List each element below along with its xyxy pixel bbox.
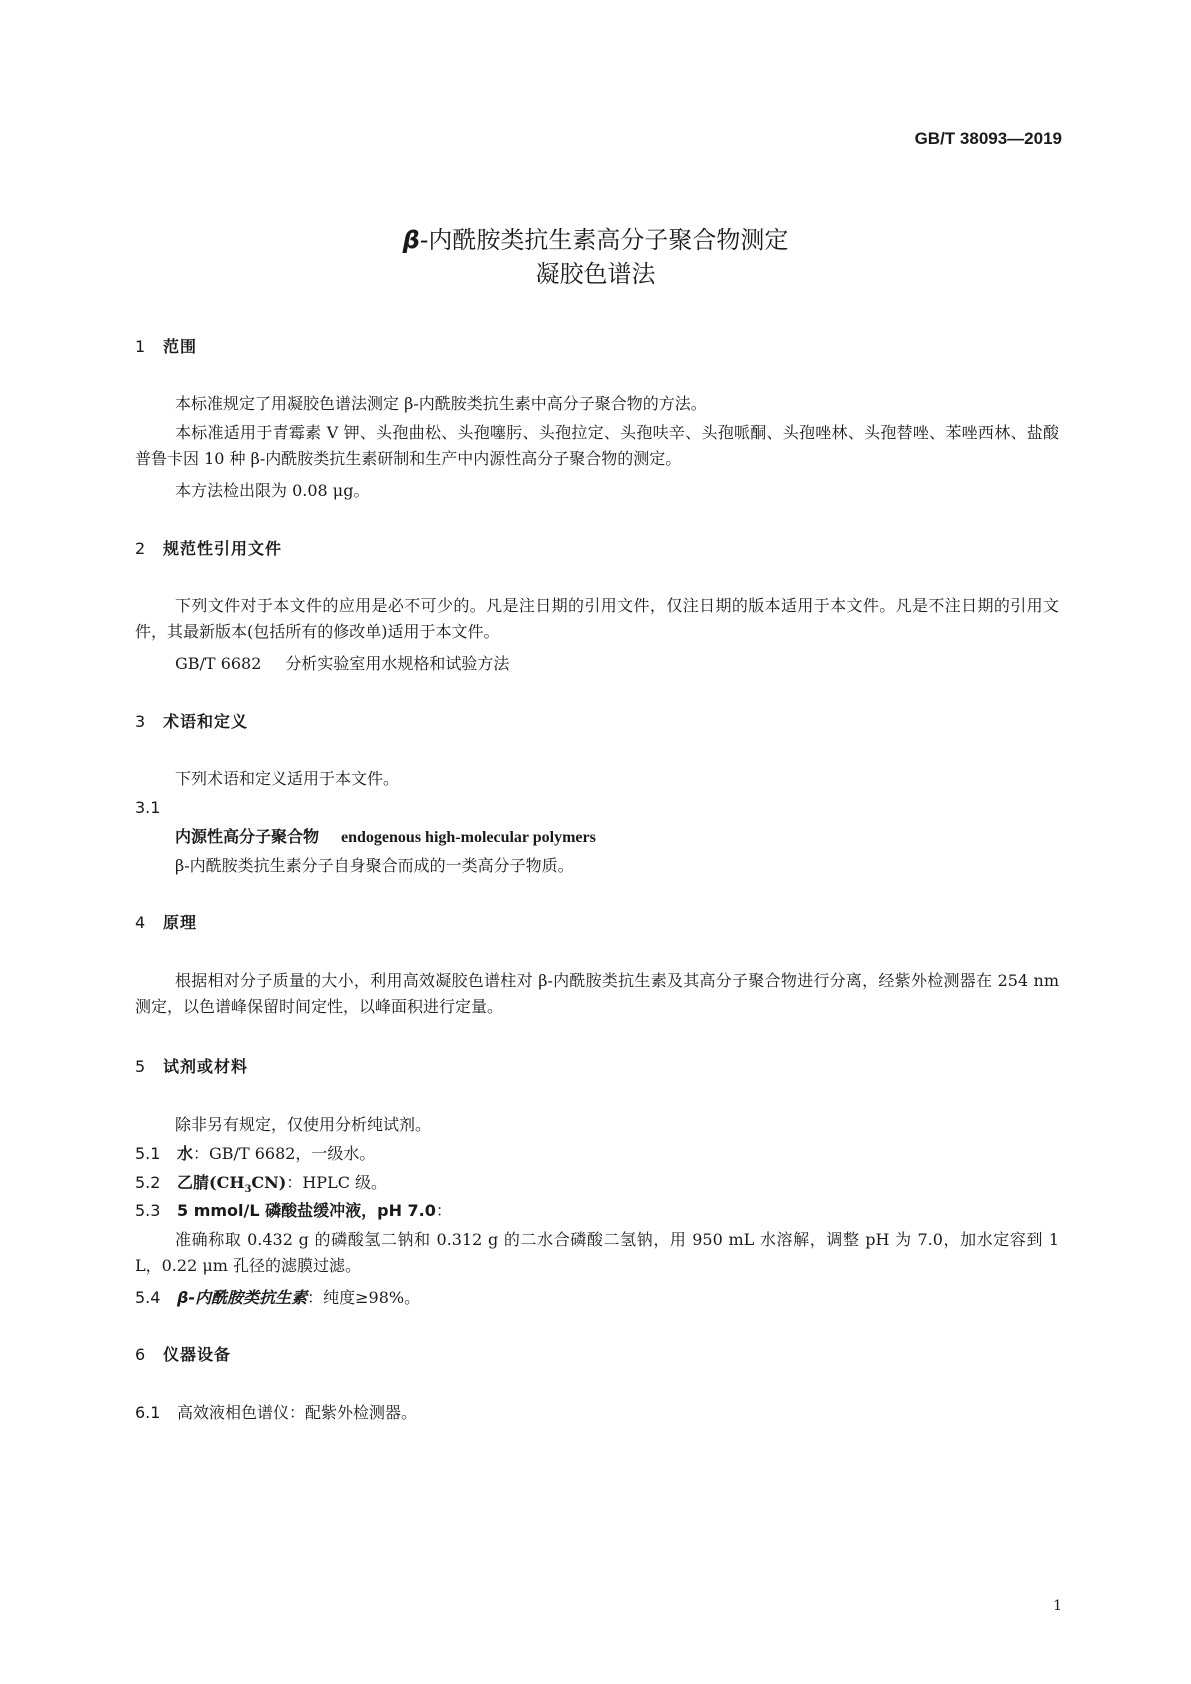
scope-paragraph-1: 本标准规定了用凝胶色谱法测定 β-内酰胺类抗生素中高分子聚合物的方法。	[175, 394, 707, 413]
section-5-heading	[135, 1054, 248, 1080]
section-number: 6	[135, 1345, 146, 1364]
reagents-intro: 除非另有规定，仅使用分析纯试剂。	[175, 1115, 432, 1134]
page-number: 1	[1053, 1598, 1062, 1614]
clause-text: ：HPLC 级。	[286, 1173, 388, 1192]
term-heading	[175, 824, 596, 851]
term-english: endogenous high-molecular polymers	[341, 829, 596, 846]
clause-label: β-内酰胺类抗生素	[177, 1288, 308, 1307]
clause-label: 5 mmol/L 磷酸盐缓冲液，pH 7.0	[177, 1201, 436, 1220]
section-title: 仪器设备	[163, 1345, 232, 1364]
clause-number: 5.4	[135, 1288, 161, 1307]
principle-paragraph: 根据相对分子质量的大小，利用高效凝胶色谱柱对 β-内酰胺类抗生素及其高分子聚合物进行分离，经紫外检测器在 254 nm 测定，以色谱峰保留时间定性，以峰面积进行定量。	[135, 971, 1059, 1016]
clause-5-3	[135, 1198, 452, 1224]
terms-intro: 下列术语和定义适用于本文件。	[175, 769, 400, 788]
term-definition: β-内酰胺类抗生素分子自身聚合而成的一类高分子物质。	[175, 856, 574, 875]
section-number: 3	[135, 712, 146, 731]
clause-5-1	[135, 1141, 375, 1167]
section-number: 5	[135, 1057, 146, 1076]
clause-number: 5.3	[135, 1201, 161, 1220]
clause-number: 5.2	[135, 1173, 161, 1192]
formula-subscript: 3	[244, 1184, 252, 1196]
term-chinese: 内源性高分子聚合物	[175, 827, 320, 846]
section-title: 试剂或材料	[163, 1057, 249, 1076]
section-2-heading	[135, 536, 282, 562]
references-paragraph: 下列文件对于本文件的应用是必不可少的。凡是注日期的引用文件，仅注日期的版本适用于本文件。凡是不注日期的引用文件，其最新版本(包括所有的修改单)适用于本文件。	[135, 596, 1059, 641]
section-number: 4	[135, 913, 146, 932]
standard-number: GB/T 38093—2019	[914, 129, 1062, 148]
title-line-1	[0, 223, 1191, 257]
clause-6-1	[135, 1400, 417, 1426]
clause-text: ：纯度≥98%。	[307, 1288, 421, 1307]
formula-part: CN)	[251, 1173, 287, 1192]
clause-text: 高效液相色谱仪：配紫外检测器。	[177, 1403, 418, 1422]
reference-code: GB/T 6682	[175, 654, 262, 673]
scope-paragraph-2: 本标准适用于青霉素 V 钾、头孢曲松、头孢噻肟、头孢拉定、头孢呋辛、头孢哌酮、头孢唑林、头孢替唑、苯唑西林、盐酸普鲁卡因 10 种 β-内酰胺类抗生素研制和生产中内源性高分子聚合物的测定。	[135, 423, 1059, 468]
clause-text: ：	[435, 1201, 452, 1220]
clause-5-3-body: 准确称取 0.432 g 的磷酸氢二钠和 0.312 g 的二水合磷酸二氢钠，用 950 mL 水溶解，调整 pH 为 7.0，加水定容到 1 L，0.22 μm 孔径的滤膜过滤。	[135, 1230, 1059, 1275]
term-number: 3.1	[135, 798, 161, 817]
section-4-heading	[135, 910, 197, 936]
clause-5-4	[135, 1285, 420, 1311]
title-line-2: 凝胶色谱法	[535, 260, 656, 288]
clause-label: 水	[177, 1144, 194, 1163]
clause-text: ：GB/T 6682，一级水。	[193, 1144, 376, 1163]
section-3-heading	[135, 709, 248, 735]
section-6-heading	[135, 1342, 231, 1368]
section-title: 规范性引用文件	[163, 539, 283, 558]
chemical-formula	[209, 1173, 287, 1196]
title-beta: β	[402, 226, 420, 254]
clause-5-2	[135, 1170, 387, 1196]
formula-part: (CH	[209, 1173, 245, 1192]
document-title	[0, 223, 1191, 291]
clause-number: 5.1	[135, 1144, 161, 1163]
section-number: 2	[135, 539, 146, 558]
section-title: 原理	[163, 913, 198, 932]
reference-title: 分析实验室用水规格和试验方法	[285, 654, 510, 673]
section-title: 术语和定义	[163, 712, 249, 731]
clause-number: 6.1	[135, 1403, 161, 1422]
section-number: 1	[135, 337, 146, 356]
title-line-1-rest: -内酰胺类抗生素高分子聚合物测定	[419, 226, 789, 254]
section-1-heading	[135, 334, 197, 360]
scope-paragraph-3: 本方法检出限为 0.08 μg。	[175, 481, 370, 500]
reference-entry	[175, 651, 509, 677]
clause-label: 乙腈	[177, 1173, 210, 1192]
section-title: 范围	[163, 337, 198, 356]
